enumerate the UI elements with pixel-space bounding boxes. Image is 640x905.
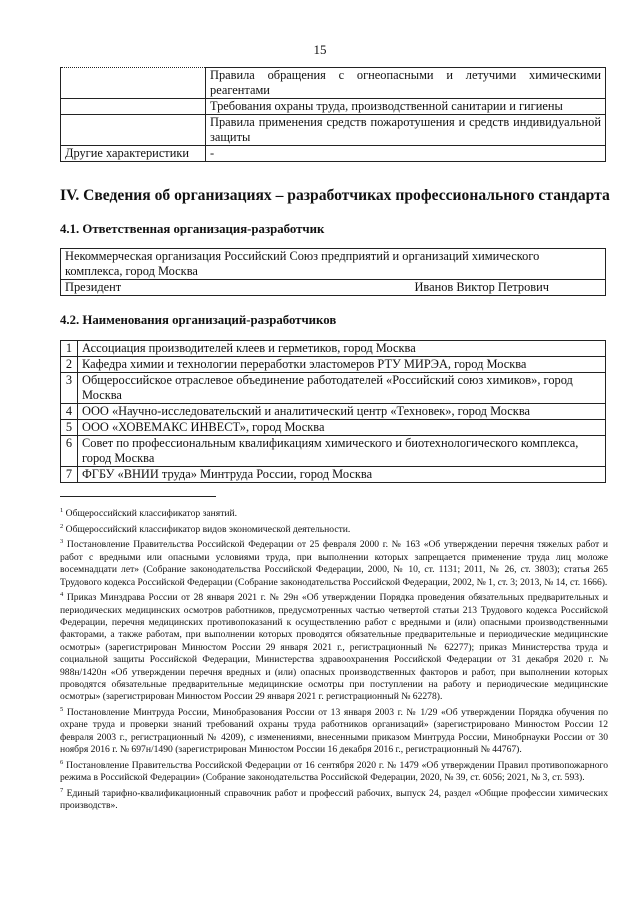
footnote (60, 704, 608, 757)
row-number: 3 (61, 373, 78, 404)
table-row (61, 436, 606, 467)
footnote (60, 589, 608, 704)
footnote-text: Общероссийский классификатор занятий. (65, 508, 238, 520)
footnote-text: Единый тарифно-квалификационный справочник работ и профессий рабочих, выпуск 24, раздел «Общие профессии химических производств». (60, 787, 608, 812)
footnote-mark: 6 (60, 758, 64, 766)
responsible-org-table (60, 248, 606, 296)
other-characteristics-value: - (206, 146, 606, 162)
developers-table (60, 340, 606, 483)
table-row (61, 420, 606, 436)
developer-name: Кафедра химии и технологии переработки эластомеров РТУ МИРЭА, город Москва (78, 357, 606, 373)
table-cell: Правила применения средств пожаротушения и средств индивидуальной защиты (206, 115, 606, 146)
page-number: 15 (313, 42, 327, 57)
table-cell: Требования охраны труда, производственной санитарии и гигиены (206, 99, 606, 115)
row-number: 6 (61, 436, 78, 467)
developer-name: ФГБУ «ВНИИ труда» Минтруда России, город Москва (78, 467, 606, 483)
footnote (60, 505, 608, 521)
row-number: 2 (61, 357, 78, 373)
row-number: 1 (61, 341, 78, 357)
section-title: IV. Сведения об организациях – разработчиках профессионального стандарта (60, 187, 610, 204)
developer-name: Общероссийское отраслевое объединение работодателей «Российский союз химиков», город Москва (78, 373, 606, 404)
table-row (61, 99, 606, 115)
footnote-divider (60, 496, 216, 497)
footnote-mark: 2 (60, 522, 64, 530)
developer-name: ООО «ХОВЕМАКС ИНВЕСТ», город Москва (78, 420, 606, 436)
table-row (61, 280, 606, 296)
footnote-mark: 4 (60, 591, 64, 598)
footnote-mark: 5 (60, 705, 64, 713)
developer-name: Совет по профессиональным квалификациям химического и биотехнологического комплекса, город Москва (78, 436, 606, 467)
footnote-mark: 1 (60, 507, 64, 514)
table-cell (61, 99, 206, 115)
table-row (61, 146, 606, 162)
row-number: 7 (61, 467, 78, 483)
table-row (61, 68, 606, 99)
table-row (61, 404, 606, 420)
table-cell (61, 115, 206, 146)
other-characteristics-table (60, 67, 606, 162)
footnote-text: Общероссийский классификатор видов экономической деятельности. (65, 523, 351, 535)
table-row (61, 357, 606, 373)
footnote-text: Приказ Минздрава России от 28 января 2021 г. № 29н «Об утверждении Порядка проведения обязательных предварительных и периодических медицинских осмотров работников, предусмотренных частью четвертой статьи 213 Трудового кодекса Российской Федерации, перечня медицинских противопоказаний к осуществлению работ с вредными и (или) опасными производственными факторами, а также работам, при выполнении которых проводятся обязательные предварительные и периодические медицинские осмотры» (зарегистрирован Минюстом России 29 января 2021 г., регистрационный № 62277); приказ Министерства труда и социальной защиты Российской Федерации, Министерства здравоохранения Российской Федерации от 31 декабря 2020 г. № 988н/1420н «Об утверждении перечня вредных и (или) опасных производственных факторов и работ, при выполнении которых проводятся обязательные предварительные медицинские осмотры при поступлении на работу и периодические медицинские осмотры» (зарегистрирован Минюстом России 29 января 2021 г. регистрационный № 62278). (60, 592, 608, 703)
other-characteristics-label: Другие характеристики (61, 146, 206, 162)
table-row (61, 341, 606, 357)
footnote (60, 757, 608, 785)
footnote-text: Постановление Правительства Российской Федерации от 25 февраля 2000 г. № 163 «Об утверждении перечня тяжелых работ и работ с вредными или опасными условиями труда, при выполнении которых запрещается применение труда лиц моложе восемнадцати лет» (Собрание законодательства Российской Федерации, 2000, № 10, ст. 1131; 2011, № 26, ст. 3803); статья 265 Трудового кодекса Российской Федерации (Собрание законодательства Российской Федерации, 2002, № 1, ст. 3; 2013, № 14, ст. 1666). (60, 539, 608, 588)
responsible-heading: 4.1. Ответственная организация-разработчик (60, 222, 325, 236)
table-row (61, 115, 606, 146)
footnotes (60, 505, 608, 813)
footnote-mark: 3 (60, 538, 64, 546)
signatory-name: Иванов Виктор Петрович (414, 280, 549, 294)
footnote (60, 536, 608, 589)
responsible-org-name: Некоммерческая организация Российский Союз предприятий и организаций химического комплекса, город Москва (61, 249, 606, 280)
table-row (61, 249, 606, 280)
table-cell: Правила обращения с огнеопасными и летучими химическими реагентами (206, 68, 606, 99)
row-number: 4 (61, 404, 78, 420)
footnote-mark: 7 (60, 786, 64, 794)
footnote-text: Постановление Минтруда России, Минобразования России от 13 января 2003 г. № 1/29 «Об утверждении Порядка обучения по охране труда и проверки знаний требований охраны труда работников организаций» (зарегистрировано Минюстом России 12 февраля 2003 г., регистрационный № 4209), с изменениями, внесенными приказом Минтруда России, Минобрнауки России от 30 ноября 2016 г. № 697н/1490 (зарегистрирован Минюстом России 16 декабря 2016 г., регистрационный № 44767). (60, 707, 609, 756)
row-number: 5 (61, 420, 78, 436)
footnote (60, 521, 608, 537)
table-row (61, 467, 606, 483)
developer-name: Ассоциация производителей клеев и герметиков, город Москва (78, 341, 606, 357)
developer-name: ООО «Научно-исследовательский и аналитический центр «Техновек», город Москва (78, 404, 606, 420)
footnote-text: Постановление Правительства Российской Федерации от 16 сентября 2020 г. № 1479 «Об утверждении Правил противопожарного режима в Российской Федерации» (Собрание законодательства Российской Федерации, 2020, № 39, ст. 6056; 2021, № 3, ст. 593). (60, 759, 608, 784)
responsible-signatory (61, 280, 606, 296)
table-row (61, 373, 606, 404)
table-cell (61, 68, 206, 99)
footnote (60, 785, 608, 813)
developers-heading: 4.2. Наименования организаций-разработчиков (60, 313, 337, 327)
signatory-position: Президент (65, 280, 122, 294)
